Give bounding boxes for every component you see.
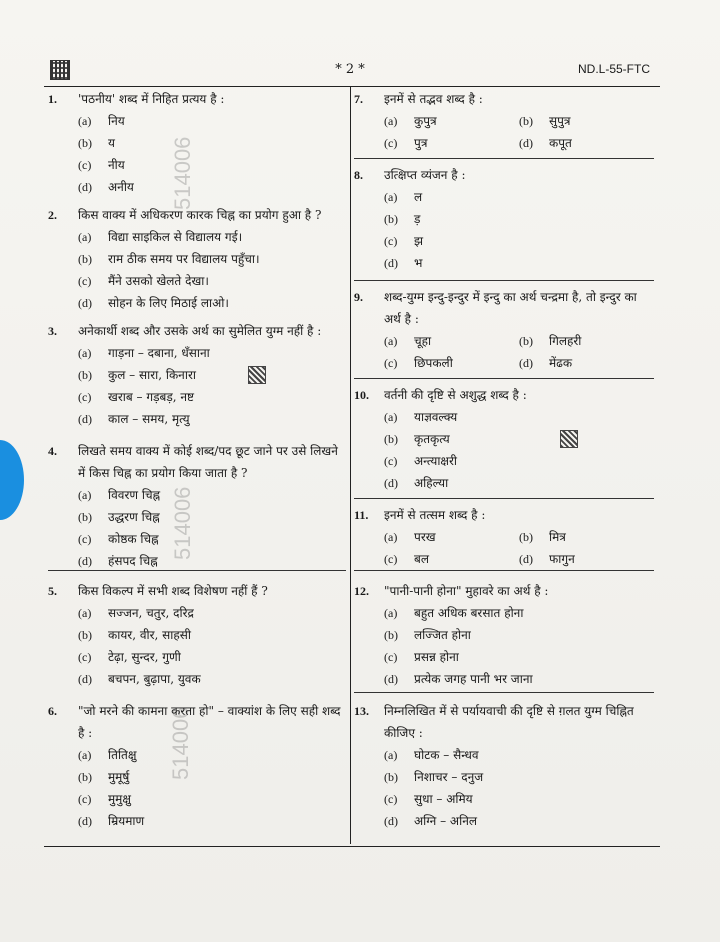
option-label: (b) bbox=[78, 628, 92, 642]
blue-punch-mark bbox=[0, 440, 24, 520]
question-text: निम्नलिखित में से पर्यायवाची की दृष्टि से ग़लत युग्म चिह्नित कीजिए : bbox=[384, 704, 634, 740]
option-text: अनीय bbox=[108, 180, 134, 194]
option-label: (d) bbox=[384, 814, 398, 828]
option-b[interactable] bbox=[78, 766, 346, 788]
option-text: उद्धरण चिह्न bbox=[108, 510, 160, 524]
option-a[interactable] bbox=[78, 602, 346, 624]
qr-code-small-icon bbox=[560, 430, 578, 448]
option-label: (d) bbox=[78, 672, 92, 686]
option-b[interactable] bbox=[384, 624, 654, 646]
section-rule bbox=[354, 280, 654, 281]
option-text: गिलहरी bbox=[549, 334, 582, 348]
option-text: हंसपद चिह्न bbox=[108, 554, 158, 568]
question-3 bbox=[48, 320, 346, 430]
question-number: 6. bbox=[48, 704, 57, 718]
option-label: (c) bbox=[384, 552, 398, 566]
question-number: 9. bbox=[354, 290, 363, 304]
option-text: कुपुत्र bbox=[414, 114, 437, 128]
question-text: किस वाक्य में अधिकरण कारक चिह्न का प्रयोग हुआ है ? bbox=[78, 208, 322, 222]
option-text: विवरण चिह्न bbox=[108, 488, 161, 502]
question-10 bbox=[354, 384, 654, 494]
option-label: (d) bbox=[78, 814, 92, 828]
option-text: पुत्र bbox=[414, 136, 428, 150]
question-1 bbox=[48, 88, 346, 198]
option-text: फागुन bbox=[549, 552, 575, 566]
option-c[interactable] bbox=[78, 528, 346, 550]
option-label: (d) bbox=[519, 356, 533, 370]
option-text: सोहन के लिए मिठाई लाओ। bbox=[108, 296, 229, 310]
question-text: इनमें से तद्भव शब्द है : bbox=[384, 92, 483, 106]
option-text: बचपन, बुढ़ापा, युवक bbox=[108, 672, 201, 686]
option-label: (a) bbox=[78, 488, 92, 502]
option-text: विद्या साइकिल से विद्यालय गई। bbox=[108, 230, 243, 244]
option-b[interactable] bbox=[519, 526, 654, 548]
option-c[interactable] bbox=[384, 548, 519, 570]
question-8 bbox=[354, 164, 654, 274]
option-a[interactable] bbox=[78, 484, 346, 506]
option-text: तितिक्षु bbox=[108, 748, 137, 762]
option-label: (b) bbox=[384, 628, 398, 642]
option-label: (d) bbox=[384, 256, 398, 270]
option-d[interactable] bbox=[384, 668, 654, 690]
option-d[interactable] bbox=[519, 352, 654, 374]
section-rule bbox=[354, 378, 654, 379]
option-label: (a) bbox=[384, 606, 398, 620]
option-c[interactable] bbox=[384, 450, 654, 472]
option-text: म्रियमाण bbox=[108, 814, 145, 828]
option-label: (b) bbox=[384, 432, 398, 446]
option-label: (b) bbox=[78, 136, 92, 150]
option-c[interactable] bbox=[384, 132, 519, 154]
option-text: टेढ़ा, सुन्दर, गुणी bbox=[108, 650, 181, 664]
option-label: (a) bbox=[78, 230, 92, 244]
question-number: 7. bbox=[354, 92, 363, 106]
option-label: (a) bbox=[384, 748, 398, 762]
column-divider bbox=[350, 86, 351, 844]
option-text: प्रत्येक जगह पानी भर जाना bbox=[414, 672, 533, 686]
option-text: अन्त्याक्षरी bbox=[414, 454, 458, 468]
option-text: नीय bbox=[108, 158, 125, 172]
option-a[interactable] bbox=[384, 186, 654, 208]
qr-code-small-icon bbox=[248, 366, 266, 384]
option-text: खराब – गड़बड़, नष्ट bbox=[108, 390, 195, 404]
watermark-1: 514006 bbox=[170, 136, 195, 210]
option-label: (c) bbox=[78, 158, 92, 172]
section-rule bbox=[354, 570, 654, 571]
question-11 bbox=[354, 504, 654, 570]
option-c[interactable] bbox=[384, 646, 654, 668]
option-text: कायर, वीर, साहसी bbox=[108, 628, 191, 642]
option-text: याज्ञवल्क्य bbox=[414, 410, 458, 424]
option-text: निय bbox=[108, 114, 125, 128]
page-header bbox=[50, 60, 650, 80]
option-a[interactable] bbox=[384, 526, 519, 548]
option-c[interactable] bbox=[78, 154, 346, 176]
option-text: सुपुत्र bbox=[549, 114, 571, 128]
option-text: गाड़ना – दबाना, धँसाना bbox=[108, 346, 210, 360]
section-rule bbox=[48, 570, 346, 571]
option-label: (b) bbox=[78, 770, 92, 784]
option-a[interactable] bbox=[78, 110, 346, 132]
question-text: 'पठनीय' शब्द में निहित प्रत्यय है : bbox=[78, 92, 225, 106]
option-b[interactable] bbox=[78, 624, 346, 646]
option-text: घोटक – सैन्धव bbox=[414, 748, 479, 762]
option-text: चूहा bbox=[414, 334, 432, 348]
option-text: लज्जित होना bbox=[414, 628, 471, 642]
option-text: सज्जन, चतुर, दरिद्र bbox=[108, 606, 194, 620]
question-text: शब्द-युग्म इन्दु-इन्दुर में इन्दु का अर्थ चन्द्रमा है, तो इन्दुर का अर्थ है : bbox=[384, 290, 637, 326]
option-label: (a) bbox=[384, 530, 398, 544]
option-label: (c) bbox=[78, 650, 92, 664]
option-b[interactable] bbox=[384, 428, 654, 450]
option-label: (a) bbox=[384, 410, 398, 424]
option-b[interactable] bbox=[519, 330, 654, 352]
option-text: प्रसन्न होना bbox=[414, 650, 459, 664]
option-text: मुमुक्षु bbox=[108, 792, 131, 806]
option-text: मैंने उसको खेलते देखा। bbox=[108, 274, 209, 288]
option-label: (a) bbox=[78, 346, 92, 360]
option-label: (c) bbox=[78, 792, 92, 806]
question-number: 2. bbox=[48, 208, 57, 222]
section-rule bbox=[354, 692, 654, 693]
option-label: (d) bbox=[78, 412, 92, 426]
question-9 bbox=[354, 286, 654, 374]
section-rule bbox=[354, 158, 654, 159]
option-label: (b) bbox=[519, 530, 533, 544]
option-d[interactable] bbox=[78, 292, 346, 314]
option-label: (c) bbox=[384, 356, 398, 370]
question-12 bbox=[354, 580, 654, 690]
option-label: (a) bbox=[384, 114, 398, 128]
question-text: "जो मरने की कामना करता हो" – वाक्यांश के लिए सही शब्द है : bbox=[78, 704, 341, 740]
option-label: (a) bbox=[78, 114, 92, 128]
option-a[interactable] bbox=[78, 226, 346, 248]
question-text: उत्क्षिप्त व्यंजन है : bbox=[384, 168, 466, 182]
question-text: "पानी-पानी होना" मुहावरे का अर्थ है : bbox=[384, 584, 549, 598]
option-b[interactable] bbox=[78, 364, 346, 386]
option-c[interactable] bbox=[78, 788, 346, 810]
option-text: मुमूर्षु bbox=[108, 770, 130, 784]
option-text: अग्नि – अनिल bbox=[414, 814, 478, 828]
option-label: (c) bbox=[78, 390, 92, 404]
option-label: (c) bbox=[78, 532, 92, 546]
option-label: (c) bbox=[384, 650, 398, 664]
option-d[interactable] bbox=[384, 810, 654, 832]
option-a[interactable] bbox=[78, 342, 346, 364]
option-text: कुल – सारा, किनारा bbox=[108, 368, 196, 382]
option-d[interactable] bbox=[519, 132, 654, 154]
option-b[interactable] bbox=[384, 208, 654, 230]
option-text: छिपकली bbox=[414, 356, 453, 370]
paper-code: ND.L-55-FTC bbox=[577, 62, 650, 76]
option-label: (a) bbox=[78, 606, 92, 620]
option-label: (b) bbox=[384, 212, 398, 226]
option-d[interactable] bbox=[78, 408, 346, 430]
option-label: (d) bbox=[78, 180, 92, 194]
question-number: 5. bbox=[48, 584, 57, 598]
question-2 bbox=[48, 204, 346, 314]
option-a[interactable] bbox=[384, 110, 519, 132]
option-label: (c) bbox=[384, 792, 398, 806]
option-label: (d) bbox=[78, 296, 92, 310]
option-text: कृतकृत्य bbox=[414, 432, 450, 446]
option-label: (a) bbox=[384, 190, 398, 204]
option-b[interactable] bbox=[78, 248, 346, 270]
option-c[interactable] bbox=[384, 352, 519, 374]
option-c[interactable] bbox=[78, 270, 346, 292]
question-number: 1. bbox=[48, 92, 57, 106]
option-label: (b) bbox=[384, 770, 398, 784]
option-d[interactable] bbox=[78, 176, 346, 198]
question-number: 3. bbox=[48, 324, 57, 338]
question-number: 12. bbox=[354, 584, 369, 598]
bottom-rule bbox=[44, 846, 660, 847]
top-rule bbox=[44, 86, 660, 87]
option-label: (c) bbox=[78, 274, 92, 288]
option-a[interactable] bbox=[384, 330, 519, 352]
option-a[interactable] bbox=[78, 744, 346, 766]
option-d[interactable] bbox=[78, 668, 346, 690]
option-label: (b) bbox=[78, 252, 92, 266]
option-label: (d) bbox=[78, 554, 92, 568]
option-text: कपूत bbox=[549, 136, 572, 150]
option-text: कोष्ठक चिह्न bbox=[108, 532, 159, 546]
option-label: (c) bbox=[384, 454, 398, 468]
question-7 bbox=[354, 88, 654, 154]
option-label: (d) bbox=[384, 476, 398, 490]
question-13 bbox=[354, 700, 654, 832]
option-c[interactable] bbox=[78, 646, 346, 668]
option-a[interactable] bbox=[384, 602, 654, 624]
question-number: 10. bbox=[354, 388, 369, 402]
option-c[interactable] bbox=[78, 386, 346, 408]
option-label: (d) bbox=[519, 552, 533, 566]
option-text: बहुत अधिक बरसात होना bbox=[414, 606, 524, 620]
option-text: मेंढक bbox=[549, 356, 573, 370]
option-label: (b) bbox=[78, 510, 92, 524]
question-number: 13. bbox=[354, 704, 369, 718]
option-text: राम ठीक समय पर विद्यालय पहुँचा। bbox=[108, 252, 260, 266]
option-label: (b) bbox=[519, 334, 533, 348]
option-b[interactable] bbox=[78, 132, 346, 154]
option-label: (c) bbox=[384, 234, 398, 248]
option-d[interactable] bbox=[78, 810, 346, 832]
question-4 bbox=[48, 440, 346, 572]
question-number: 11. bbox=[354, 508, 369, 522]
option-d[interactable] bbox=[519, 548, 654, 570]
watermark-3: 514006 bbox=[168, 706, 193, 780]
option-b[interactable] bbox=[384, 766, 654, 788]
question-text: किस विकल्प में सभी शब्द विशेषण नहीं हैं ? bbox=[78, 584, 268, 598]
option-label: (a) bbox=[384, 334, 398, 348]
option-c[interactable] bbox=[384, 788, 654, 810]
option-text: सुधा – अमिय bbox=[414, 792, 473, 806]
option-text: भ bbox=[414, 256, 423, 270]
option-label: (b) bbox=[78, 368, 92, 382]
option-label: (a) bbox=[78, 748, 92, 762]
option-text: बल bbox=[414, 552, 429, 566]
option-text: काल – समय, मृत्यु bbox=[108, 412, 190, 426]
option-text: निशाचर – दनुज bbox=[414, 770, 484, 784]
question-text: वर्तनी की दृष्टि से अशुद्ध शब्द है : bbox=[384, 388, 527, 402]
option-d[interactable] bbox=[384, 252, 654, 274]
question-6 bbox=[48, 700, 346, 832]
option-text: ल bbox=[414, 190, 423, 204]
page-number: * 2 * bbox=[335, 62, 365, 77]
question-number: 4. bbox=[48, 444, 57, 458]
question-text: अनेकार्थी शब्द और उसके अर्थ का सुमेलित युग्म नहीं है : bbox=[78, 324, 322, 338]
watermark-2: 514006 bbox=[170, 486, 195, 560]
option-text: मित्र bbox=[549, 530, 566, 544]
option-text: ड़ bbox=[414, 212, 421, 226]
option-a[interactable] bbox=[384, 406, 654, 428]
option-b[interactable] bbox=[78, 506, 346, 528]
option-text: अहिल्या bbox=[414, 476, 449, 490]
option-label: (b) bbox=[519, 114, 533, 128]
option-d[interactable] bbox=[384, 472, 654, 494]
option-b[interactable] bbox=[519, 110, 654, 132]
option-d[interactable] bbox=[78, 550, 346, 572]
option-label: (d) bbox=[519, 136, 533, 150]
option-text: परख bbox=[414, 530, 436, 544]
question-5 bbox=[48, 580, 346, 690]
option-label: (d) bbox=[384, 672, 398, 686]
question-text: इनमें से तत्सम शब्द है : bbox=[384, 508, 486, 522]
question-text: लिखते समय वाक्य में कोई शब्द/पद छूट जाने पर उसे लिखने में किस चिह्न का प्रयोग किया जाता है ? bbox=[78, 444, 338, 480]
option-text: झ bbox=[414, 234, 424, 248]
option-a[interactable] bbox=[384, 744, 654, 766]
question-number: 8. bbox=[354, 168, 363, 182]
option-text: य bbox=[108, 136, 115, 150]
section-rule bbox=[354, 498, 654, 499]
option-c[interactable] bbox=[384, 230, 654, 252]
option-label: (c) bbox=[384, 136, 398, 150]
